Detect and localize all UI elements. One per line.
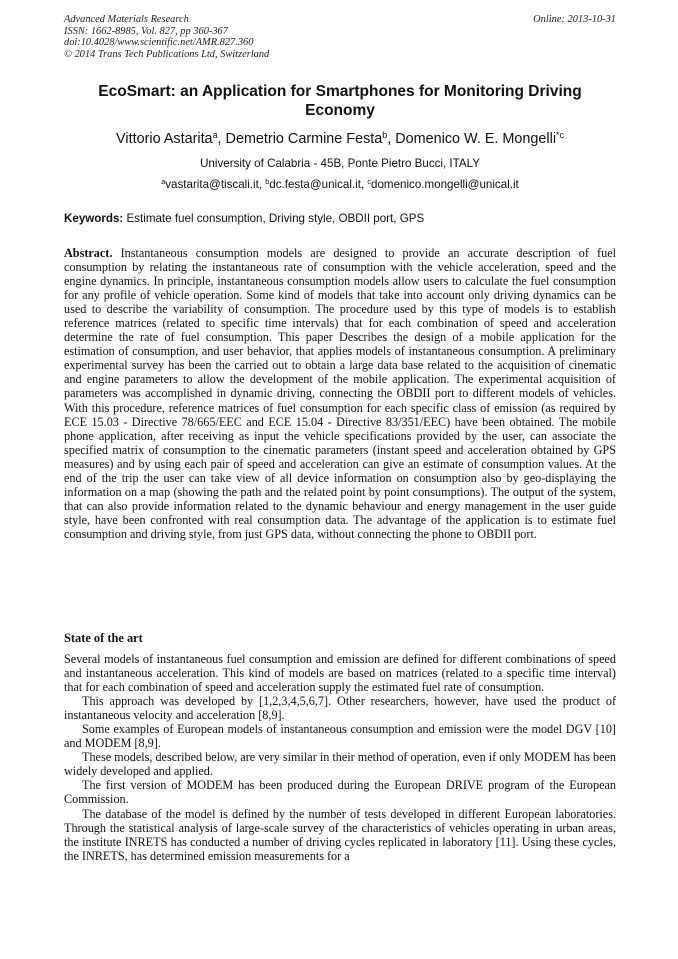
author-affil-mark: *c bbox=[556, 130, 564, 141]
keywords-text: Estimate fuel consumption, Driving style, OBDII port, GPS bbox=[123, 212, 425, 225]
abstract-label: Abstract. bbox=[64, 246, 113, 260]
email-address: vastarita@tiscali.it bbox=[165, 178, 259, 191]
body-paragraph: Some examples of European models of instantaneous consumption and emission were the model DGV [10] and MODEM [8,9]. bbox=[64, 722, 616, 751]
keywords-label: Keywords: bbox=[64, 212, 124, 225]
abstract-text: Instantaneous consumption models are designed to provide an accurate description of fuel consumption by relating the instantaneous rate of consumption with the vehicle acceleration, speed and the engine dynamics. In principle, instantaneous consumption models allow users to calculate the fuel consumption for any profile of vehicle operation. Some kind of models that take into account only driving dynamics can be used to describe the variability of consumption. The procedure used by this type of models is to establish reference matrices (related to specific time intervals) that for each combination of speed and acceleration determine the rate of fuel consumption. This paper Describes the design of a mobile application for the estimation of consumption, and user behavior, that applies models of instantaneous consumption. A preliminary experimental survey has been the carried out to obtain a large data base related to the acquisition of cinematic and engine parameters to allow the development of the mobile application. The experimental acquisition of parameters was accomplished in dynamic driving, connecting the OBDII port to different models of vehicles. With this procedure, reference matrices of fuel consumption for each specific class of emission (as required by ECE 15.03 - Directive 78/665/EEC and ECE 15.04 - Directive 83/351/EEC) have been obtained. The mobile phone application, after receiving as input the vehicle specifications provided by the user, can associate the specified matrix of consumption to the cinematic parameters (instant speed and acceleration obtained by GPS measures) and by using each pair of speed and acceleration can give an estimate of consumption values. At the end of the trip the user can take view of all device information on consumption also by geo-displaying the information on a map (showing the path and the related point by point consumptions). The output of the system, that can also provide information related to the dynamic behaviour and energy management in the user guide style, have been confronted with real consumption data. The advantage of the application is to estimate fuel consumption and driving style, from just GPS data, without connecting the phone to OBDII port. bbox=[64, 246, 616, 541]
section-heading: State of the art bbox=[64, 631, 143, 645]
copyright-line: © 2014 Trans Tech Publications Ltd, Switzerland bbox=[64, 48, 270, 60]
online-date: Online: 2013-10-31 bbox=[533, 14, 616, 25]
body-paragraph: Several models of instantaneous fuel consumption and emission are defined for different combinations of speed and instantaneous acceleration. This kind of models are based on matrices (related to a specific time interval) that for each combination of speed and acceleration supply the estimated fuel rate of consumption. bbox=[64, 652, 616, 695]
body-paragraph: This approach was developed by [1,2,3,4,5,6,7]. Other researchers, however, have used the product of instantaneous velocity and acceleration [8,9]. bbox=[64, 694, 616, 723]
email-address: domenico.mongelli@unical.it bbox=[371, 178, 519, 191]
body-paragraph: These models, described below, are very similar in their method of operation, even if only MODEM has been widely developed and applied. bbox=[64, 750, 616, 779]
author-separator: , bbox=[387, 131, 396, 147]
doi-line: doi:10.4028/www.scientific.net/AMR.827.360 bbox=[64, 37, 254, 49]
journal-header bbox=[64, 14, 616, 60]
email-mark: b bbox=[265, 177, 270, 187]
email-separator: , bbox=[258, 178, 266, 191]
abstract bbox=[64, 246, 616, 541]
paper-title: EcoSmart: an Application for Smartphones for Monitoring Driving Economy bbox=[98, 83, 582, 119]
issn-line: ISSN: 1662-8985, Vol. 827, pp 360-367 bbox=[64, 25, 228, 37]
body-paragraph: The database of the model is defined by the number of tests developed in different European laboratories. Through the statistical analysis of large-scale survey of the characteristics of vehicles operating in urban areas, the institute INRETS has conducted a number of driving cycles replicated in laboratory [11]. Using these cycles, the INRETS, has determined emission measurements for a bbox=[64, 806, 616, 863]
email-separator: , bbox=[360, 178, 368, 191]
author-affil-mark: a bbox=[212, 130, 218, 141]
body-paragraph: The first version of MODEM has been produced during the European DRIVE program of the European Commission. bbox=[64, 778, 616, 807]
email-mark: c bbox=[367, 177, 372, 187]
author-name: Vittorio Astarita bbox=[116, 131, 213, 147]
section-body bbox=[64, 652, 616, 863]
author-name: Domenico W. E. Mongelli bbox=[395, 131, 557, 147]
journal-name: Advanced Materials Research bbox=[64, 14, 189, 25]
email-address: dc.festa@unical.it bbox=[269, 178, 361, 191]
email-mark: a bbox=[161, 177, 166, 187]
author-affil-mark: b bbox=[382, 130, 388, 141]
author-line bbox=[64, 130, 616, 148]
email-line bbox=[64, 178, 616, 192]
affiliation: University of Calabria - 45B, Ponte Pietro Bucci, ITALY bbox=[200, 157, 480, 170]
keywords bbox=[64, 212, 616, 226]
author-separator: , bbox=[217, 131, 226, 147]
author-name: Demetrio Carmine Festa bbox=[225, 131, 383, 147]
